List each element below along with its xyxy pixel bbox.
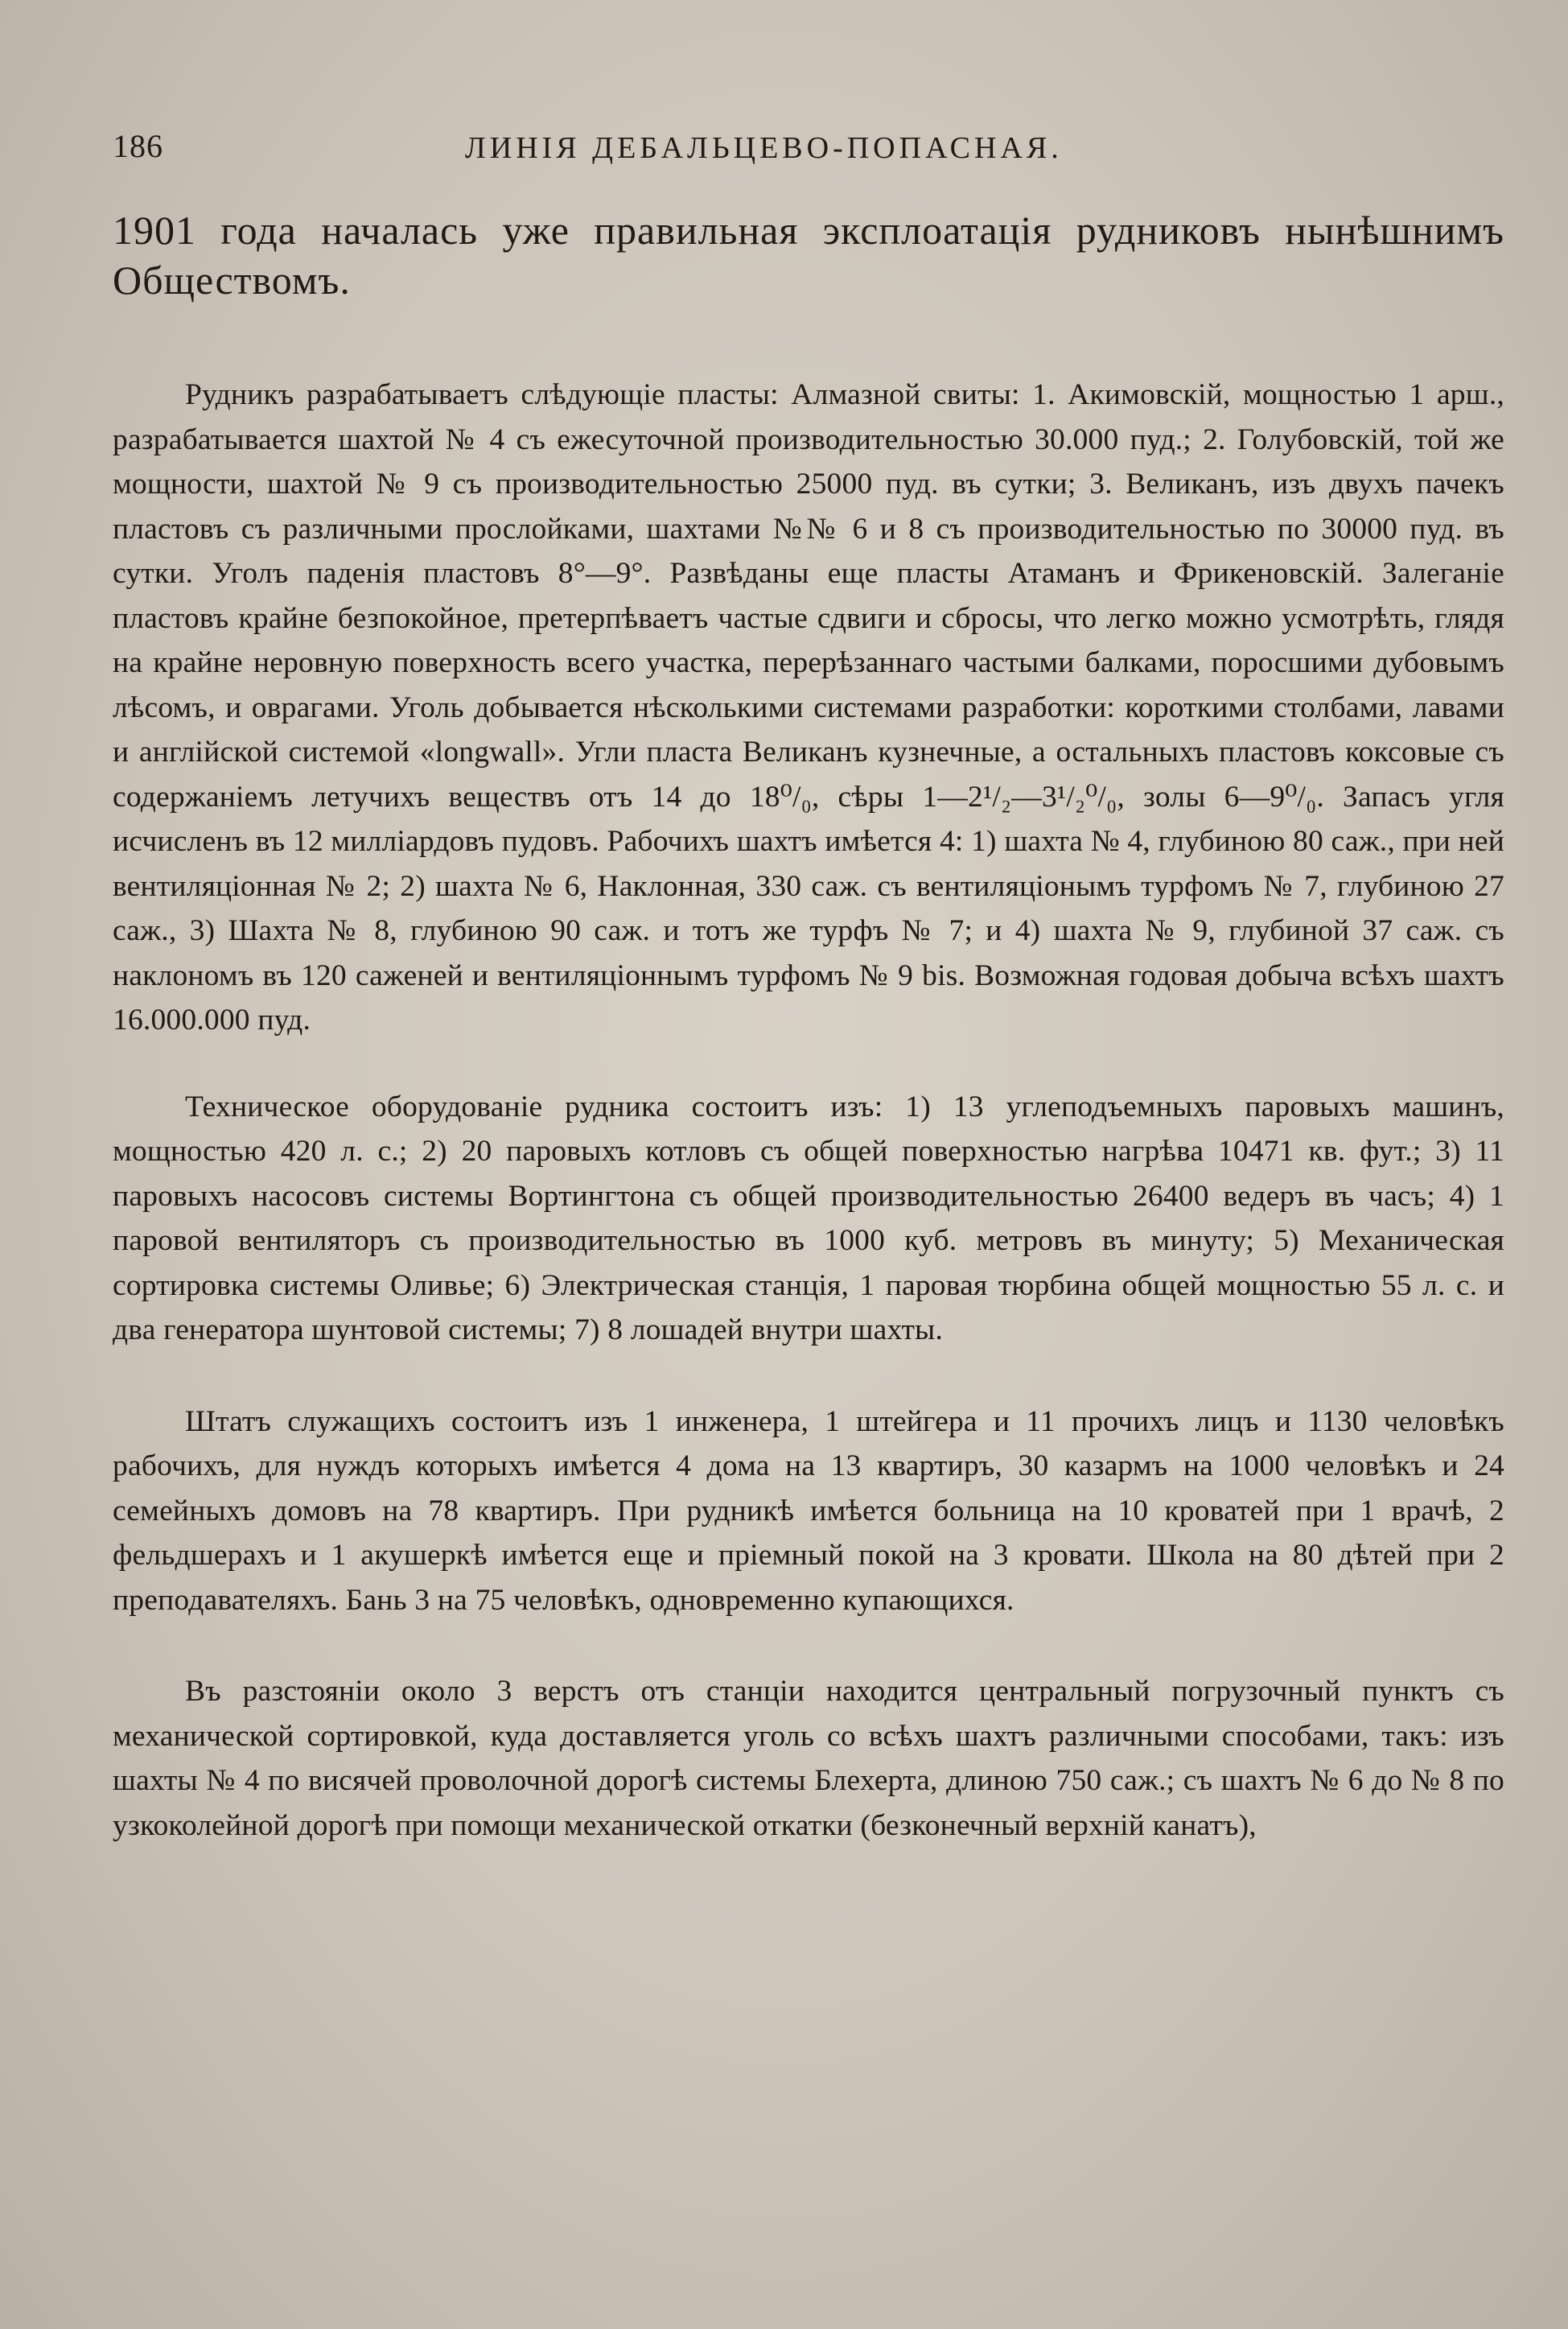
page-body — [113, 205, 1504, 1848]
paragraph-equipment: Техническое оборудованіе рудника состоитъ изъ: 1) 13 углеподъемныхъ паровыхъ машинъ, мощностью 420 л. с.; 2) 20 паровыхъ котловъ съ общей поверхностью нагрѣва 10471 кв. фут.; 3) 11 паровыхъ насосовъ системы Вортингтона съ общей производительностью 26400 ведеръ въ часъ; 4) 1 паровой вентиляторъ съ производительностью въ 1000 куб. метровъ въ минуту; 5) Механическая сортировка системы Оливье; 6) Электрическая станція, 1 паровая тюрбина общей мощностью 55 л. с. и два генератора шунтовой системы; 7) 8 лошадей внутри шахты. — [113, 1090, 1504, 1346]
page-header — [113, 127, 1496, 167]
running-title: ЛИНІЯ ДЕБАЛЬЦЕВО-ПОПАСНАЯ. — [465, 131, 1063, 165]
paragraph-seams: Рудникъ разрабатываетъ слѣдующіе пласты: Алмазной свиты: 1. Акимовскій, мощностью 1 арш., разрабатывается шахтой № 4 съ ежесуточной производительностью 30.000 пуд.; 2. Голубовскій, той же мощности, шахтой № 9 съ производительностью 25000 пуд. въ сутки; 3. Великанъ, изъ двухъ пачекъ пластовъ съ различными прослойками, шахтами №№ 6 и 8 съ производительностью по 30000 пуд. въ сутки. Уголъ паденія пластовъ 8°—9°. Развѣданы еще пласты Атаманъ и Фрикеновскій. Залеганіе пластовъ крайне безпокойное, претерпѣваетъ частые сдвиги и сбросы, что легко можно усмотрѣть, глядя на крайне неровную поверхность всего участка, перерѣзаннаго частыми балками, поросшими дубовымъ лѣсомъ, и оврагами. Уголь добывается нѣсколькими системами разработки: короткими столбами, лавами и англійской системой «longwall». Угли пласта Великанъ кузнечные, а остальныхъ пластовъ коксовые съ содержаніемъ летучихъ веществъ отъ 14 до 18⁰/₀, сѣры 1—2¹/₂—3¹/₂⁰/₀, золы 6—9⁰/₀. Запасъ угля исчисленъ въ 12 милліардовъ пудовъ. Рабочихъ шахтъ имѣется 4: 1) шахта № 4, глубиною 80 саж., при ней вентиляціонная № 2; 2) шахта № 6, Наклонная, 330 саж. съ вентиляціонымъ турфомъ № 7, глубиною 27 саж., 3) Шахта № 8, глубиною 90 саж. и тотъ же турфъ № 7; и 4) шахта № 9, глубиной 37 саж. съ наклономъ въ 120 саженей и вентиляціоннымъ турфомъ № 9 bis. Возможная годовая добыча всѣхъ шахтъ 16.000.000 пуд. — [113, 378, 1504, 1037]
lead-paragraph: 1901 года началась уже правильная эксплоатація рудниковъ нынѣшнимъ Обществомъ. — [113, 208, 1504, 303]
page-number: 186 — [113, 128, 163, 164]
paragraph-staff: Штатъ служащихъ состоитъ изъ 1 инженера, 1 штейгера и 11 прочихъ лицъ и 1130 человѣкъ рабочихъ, для нуждъ которыхъ имѣется 4 дома на 13 квартиръ, 30 казармъ на 1000 человѣкъ и 24 семейныхъ домовъ на 78 квартиръ. При рудникѣ имѣется больница на 10 кроватей при 1 врачѣ, 2 фельдшерахъ и 1 акушеркѣ имѣется еще и пріемный покой на 3 кровати. Школа на 80 дѣтей при 2 преподавателяхъ. Бань 3 на 75 человѣкъ, одновременно купающихся. — [113, 1404, 1504, 1617]
paragraph-loading-point: Въ разстояніи около 3 верстъ отъ станціи находится центральный погрузочный пунктъ съ механической сортировкой, куда доставляется уголь со всѣхъ шахтъ различными способами, такъ: изъ шахты № 4 по висячей проволочной дорогѣ системы Блехерта, длиною 750 саж.; съ шахтъ № 6 до № 8 по узкоколейной дорогѣ при помощи механической откатки (безконечный верхній канатъ), — [113, 1675, 1504, 1842]
